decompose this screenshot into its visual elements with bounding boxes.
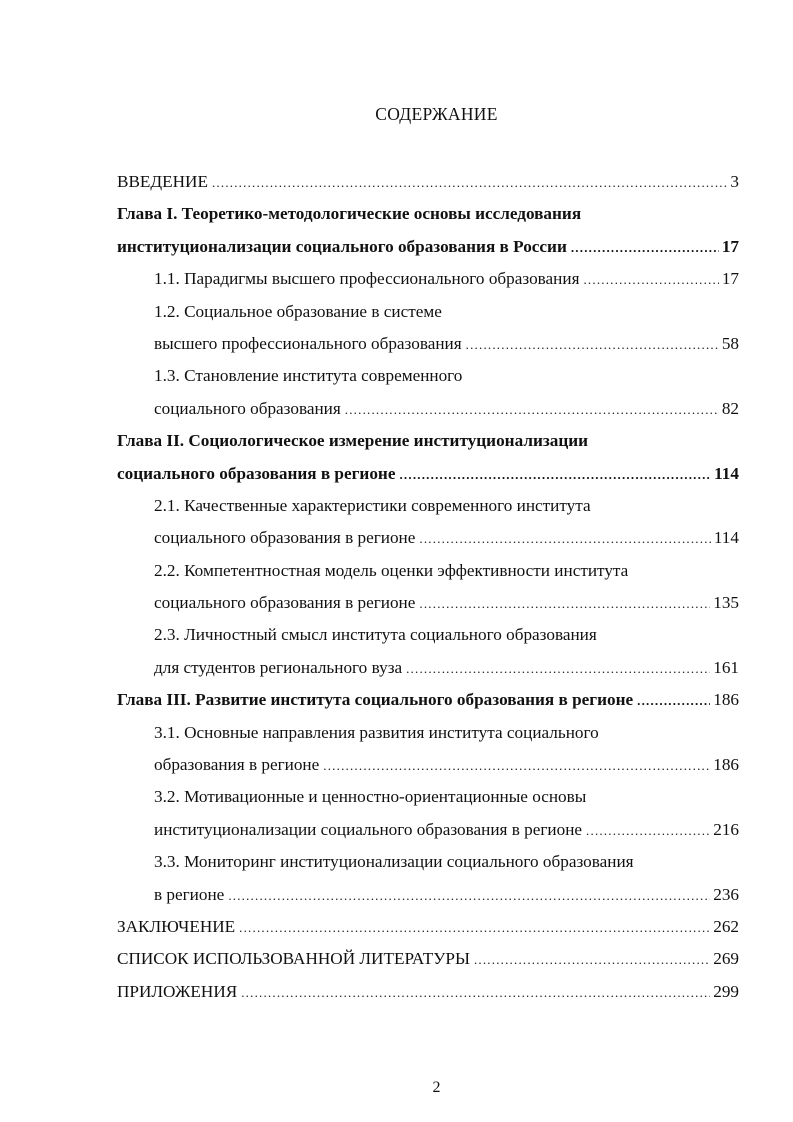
- toc-entry-text: социального образования в регионе: [117, 463, 396, 483]
- dot-leader: [406, 653, 710, 685]
- toc-entry-text: социального образования в регионе: [154, 528, 416, 548]
- toc-entry-section-2-1[interactable]: [117, 522, 739, 554]
- toc-entry-chapter-1[interactable]: [117, 231, 739, 263]
- toc-entry-text: социального образования: [154, 398, 341, 418]
- toc-entry-text: высшего профессионального образования: [154, 333, 462, 353]
- toc-entry-text: 3.2. Мотивационные и ценностно-ориентационные основы: [154, 787, 587, 807]
- dot-leader: [345, 394, 719, 426]
- toc-entry-text: институционализации социального образования в регионе: [154, 819, 583, 839]
- toc-entry-text: 2.1. Качественные характеристики современного института: [154, 495, 591, 515]
- toc-entry-text: Глава III. Развитие института социального образования в регионе: [117, 690, 634, 710]
- toc-entry-text: в регионе: [154, 884, 225, 904]
- toc-entry-section-2-2[interactable]: [117, 587, 739, 619]
- toc-entry-page: 114: [714, 463, 739, 483]
- dot-leader: [637, 685, 710, 717]
- toc-entry-chapter-2-title[interactable]: [117, 425, 739, 457]
- dot-leader: [583, 264, 718, 296]
- toc-entry-section-1-2[interactable]: [117, 328, 739, 360]
- toc-entry-section-2-1-title[interactable]: [117, 490, 739, 522]
- toc-entry-text: институционализации социального образования в России: [117, 236, 567, 256]
- toc-entry-page: 236: [713, 884, 739, 904]
- toc-entry-section-2-3-title[interactable]: [117, 619, 739, 651]
- toc-entry-section-1-3[interactable]: [117, 393, 739, 425]
- toc-entry-page: 82: [721, 398, 739, 418]
- toc-entry-chapter-3[interactable]: [117, 684, 739, 716]
- toc-entry-text: ВВЕДЕНИЕ: [117, 172, 208, 191]
- dot-leader: [399, 459, 711, 491]
- toc-entry-text: Глава II. Социологическое измерение институционализации: [117, 431, 589, 451]
- toc-entry-text: Глава I. Теоретико-методологические основы исследования: [117, 204, 582, 224]
- dot-leader: [212, 167, 727, 199]
- toc-entry-page: 262: [713, 916, 739, 936]
- toc-entry-text: 1.2. Социальное образование в системе: [154, 301, 442, 321]
- toc-entry-section-1-3-title[interactable]: [117, 360, 739, 392]
- dot-leader: [419, 588, 710, 620]
- dot-leader: [228, 880, 710, 912]
- toc-entry-page: 135: [713, 593, 739, 613]
- toc-entry-text: 1.3. Становление института современного: [154, 366, 463, 386]
- toc-entry-page: 58: [721, 333, 739, 353]
- toc-entry-page: 269: [713, 949, 739, 969]
- dot-leader: [241, 977, 710, 1009]
- toc-entry-text: СПИСОК ИСПОЛЬЗОВАННОЙ ЛИТЕРАТУРЫ: [117, 949, 470, 969]
- toc-entry-bibliography[interactable]: [117, 943, 739, 975]
- toc-entry-introduction[interactable]: [117, 166, 739, 198]
- toc-entry-section-3-1[interactable]: [117, 749, 739, 781]
- toc-entry-page: 114: [713, 528, 739, 548]
- toc-entry-page: 17: [721, 269, 739, 289]
- page-number: 2: [432, 1079, 441, 1096]
- page-title: СОДЕРЖАНИЕ: [375, 104, 498, 124]
- toc-entry-chapter-2[interactable]: [117, 458, 739, 490]
- toc-entry-chapter-1-title[interactable]: [117, 198, 739, 230]
- toc-entry-section-2-2-title[interactable]: [117, 555, 739, 587]
- toc-entry-text: ПРИЛОЖЕНИЯ: [117, 981, 238, 1001]
- toc-entry-page: 186: [713, 690, 739, 710]
- toc-entry-section-3-1-title[interactable]: [117, 717, 739, 749]
- dot-leader: [571, 232, 719, 264]
- dot-leader: [586, 815, 710, 847]
- toc-entry-text: 2.2. Компетентностная модель оценки эффективности института: [154, 560, 629, 580]
- toc-entry-conclusion[interactable]: [117, 911, 739, 943]
- toc-entry-text: образования в регионе: [154, 755, 320, 775]
- toc-entry-text: 1.1. Парадигмы высшего профессионального образования: [154, 269, 580, 289]
- toc-entry-page: 161: [713, 657, 739, 677]
- table-of-contents: [117, 166, 739, 1008]
- toc-entry-section-3-3-title[interactable]: [117, 846, 739, 878]
- toc-entry-text: 2.3. Личностный смысл института социального образования: [154, 625, 597, 645]
- toc-entry-text: 3.1. Основные направления развития института социального: [154, 722, 599, 742]
- toc-entry-page: 186: [713, 755, 739, 775]
- toc-entry-page: 3: [730, 172, 739, 191]
- toc-entry-page: 299: [713, 981, 739, 1001]
- dot-leader: [323, 750, 710, 782]
- toc-entry-text: для студентов регионального вуза: [154, 657, 403, 677]
- toc-entry-text: 3.3. Мониторинг институционализации социального образования: [154, 852, 634, 872]
- toc-entry-page: 216: [713, 819, 739, 839]
- toc-entry-section-3-3[interactable]: [117, 879, 739, 911]
- toc-entry-section-3-2-title[interactable]: [117, 781, 739, 813]
- toc-entry-page: 17: [721, 236, 739, 256]
- toc-entry-text: социального образования в регионе: [154, 593, 416, 613]
- toc-entry-section-3-2[interactable]: [117, 814, 739, 846]
- toc-entry-section-1-2-title[interactable]: [117, 296, 739, 328]
- toc-entry-appendices[interactable]: [117, 976, 739, 1008]
- dot-leader: [239, 912, 710, 944]
- dot-leader: [474, 944, 710, 976]
- dot-leader: [419, 523, 710, 555]
- toc-entry-text: ЗАКЛЮЧЕНИЕ: [117, 916, 236, 936]
- toc-entry-section-1-1[interactable]: [117, 263, 739, 295]
- toc-entry-section-2-3[interactable]: [117, 652, 739, 684]
- dot-leader: [466, 329, 719, 361]
